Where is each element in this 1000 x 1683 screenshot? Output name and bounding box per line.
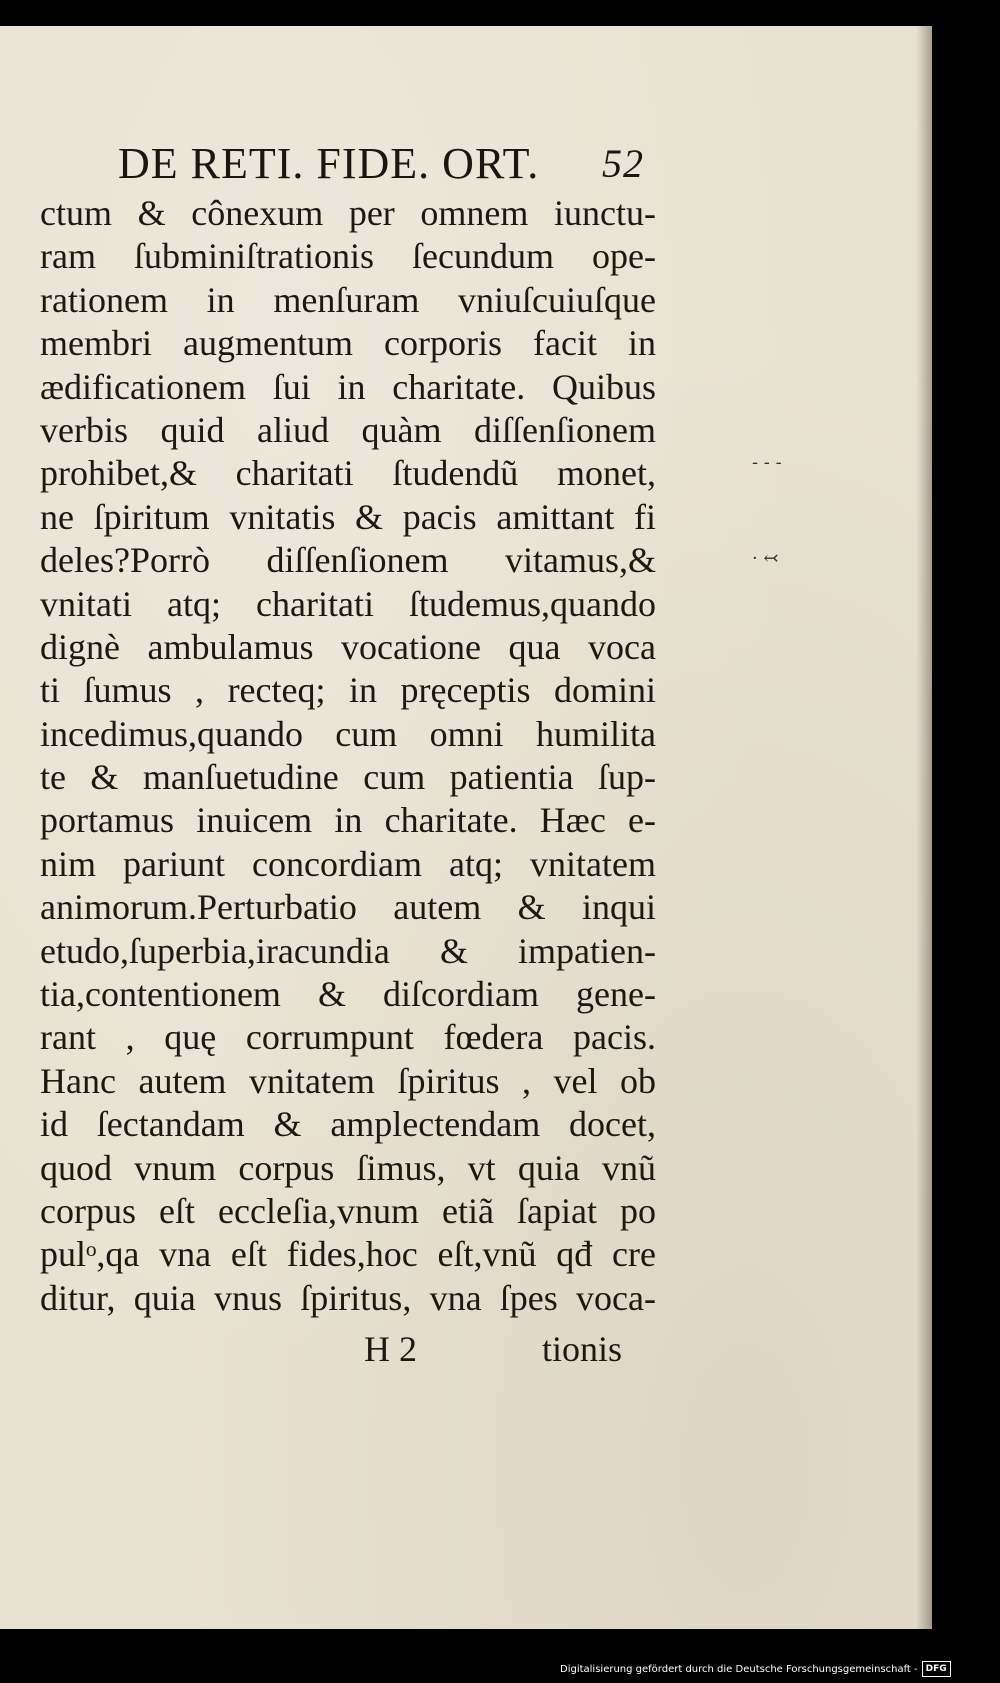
- text-line: ædificationem ſui in charitate. Quibus: [40, 366, 656, 407]
- text-line: ti ſumus , recteq; in pręceptis domini: [40, 670, 656, 711]
- credit-text: Digitalisierung gefördert durch die Deutsche Forschungsgemeinschaft -: [560, 1664, 918, 1675]
- book-page: [0, 26, 932, 1629]
- text-line: ram ſubminiſtrationis ſecundum ope-: [40, 236, 656, 277]
- margin-mark: - - -: [752, 452, 782, 473]
- text-line: quod vnum corpus ſimus, vt quia vnũ: [40, 1147, 656, 1188]
- text-line: incedimus,quando cum omni humilita: [40, 713, 656, 754]
- text-line: deles?Porrò diſſenſionem vitamus,&: [40, 540, 656, 581]
- signature-line: [0, 1328, 932, 1378]
- text-line: te & manſuetudine cum patientia ſup-: [40, 757, 656, 798]
- text-line: portamus inuicem in charitate. Hæc e-: [40, 800, 656, 841]
- running-head: [118, 138, 678, 194]
- text-line: pulᵒ,qa vna eſt fides,hoc eſt,vnũ qđ cre: [40, 1234, 656, 1275]
- page-number: 52: [602, 141, 644, 186]
- dfg-logo: DFG: [922, 1661, 951, 1677]
- text-line: corpus eſt eccleſia,vnum etiã ſapiat po: [40, 1190, 656, 1231]
- catchword: tionis: [542, 1329, 623, 1369]
- signature-mark: H 2: [364, 1329, 417, 1369]
- text-line: vnitati atq; charitati ſtudemus,quando: [40, 583, 656, 624]
- text-line: animorum.Perturbatio autem & inqui: [40, 887, 656, 928]
- running-head-title: DE RETI. FIDE. ORT.: [118, 139, 540, 188]
- text-block: [40, 192, 656, 1320]
- text-line: ditur, quia vnus ſpiritus, vna ſpes voca-: [40, 1277, 656, 1318]
- text-line: verbis quid aliud quàm diſſenſionem: [40, 409, 656, 450]
- text-line: nim pariunt concordiam atq; vnitatem: [40, 843, 656, 884]
- text-line: id ſectandam & amplectendam docet,: [40, 1104, 656, 1145]
- text-line: prohibet,& charitati ſtudendũ monet,: [40, 453, 656, 494]
- text-line: etudo,ſuperbia,iracundia & impatien-: [40, 930, 656, 971]
- text-line: Hanc autem vnitatem ſpiritus , vel ob: [40, 1060, 656, 1101]
- text-line: tia,contentionem & diſcordiam gene-: [40, 974, 656, 1015]
- margin-mark: · ↢: [752, 548, 779, 569]
- text-line: ctum & cônexum per omnem iunctu-: [40, 193, 656, 233]
- text-line: ne ſpiritum vnitatis & pacis amittant fi: [40, 496, 656, 537]
- text-line: rationem in menſuram vniuſcuiuſque: [40, 279, 656, 320]
- text-line: dignè ambulamus vocatione qua voca: [40, 626, 656, 667]
- text-line: rant , quę corrumpunt fœdera pacis.: [40, 1017, 656, 1058]
- digitization-credit: [560, 1660, 1000, 1680]
- text-line: membri augmentum corporis facit in: [40, 323, 656, 364]
